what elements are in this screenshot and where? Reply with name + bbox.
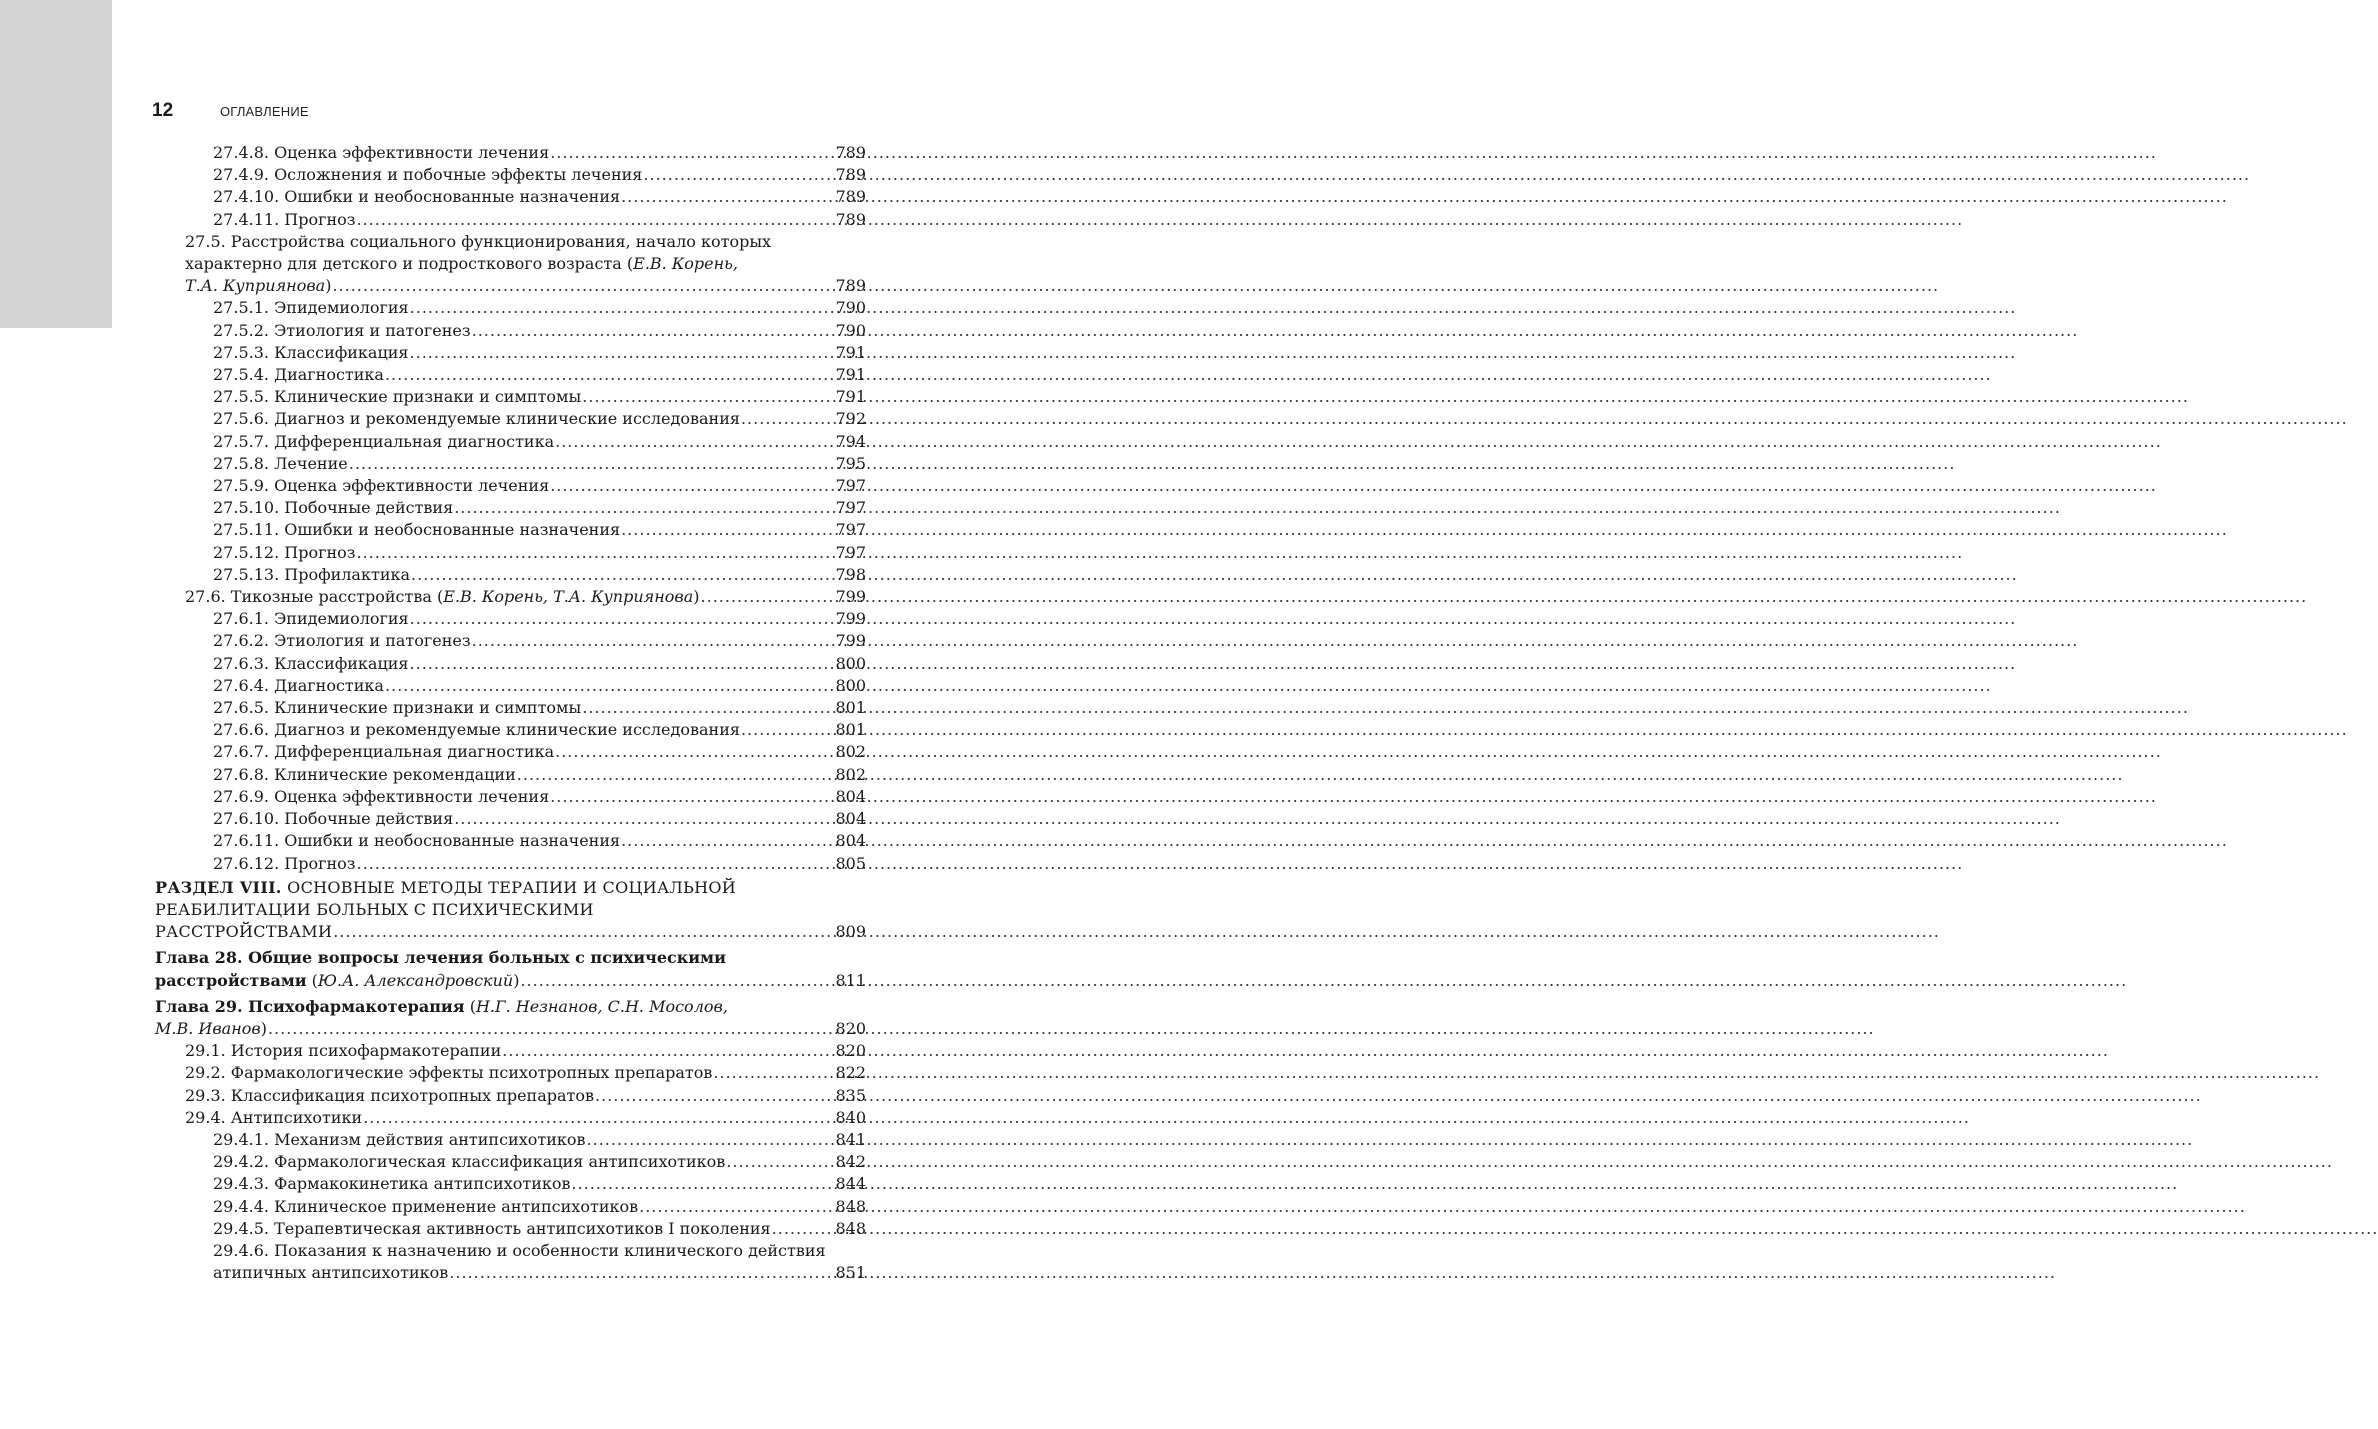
toc-entry[interactable]	[155, 675, 866, 697]
dot-leader	[409, 608, 834, 630]
toc-entry[interactable]	[155, 719, 866, 741]
toc-entry-line	[155, 877, 866, 899]
toc-entry-title	[213, 697, 581, 719]
toc-entry-title	[213, 209, 355, 231]
toc-page-number: 795	[835, 453, 866, 473]
toc-entry[interactable]	[155, 342, 866, 364]
toc-entry[interactable]	[155, 830, 866, 852]
dot-leader	[348, 453, 834, 475]
dot-leader	[409, 342, 834, 364]
toc-entry[interactable]	[155, 364, 866, 386]
toc-entry-title	[213, 364, 384, 386]
toc-entry-title	[213, 542, 355, 564]
toc-entry[interactable]	[155, 1107, 866, 1129]
toc-entry[interactable]	[155, 877, 866, 944]
dot-leader	[740, 719, 833, 741]
toc-page-number: 797	[835, 520, 866, 540]
toc-text-segment: Глава 28. Общие вопросы лечения больных с психическими	[155, 948, 726, 968]
toc-text-segment: 27.5.5. Клинические признаки и симптомы	[213, 387, 582, 407]
toc-entry-title	[155, 970, 519, 992]
toc-entry-title	[213, 853, 355, 875]
toc-entry[interactable]	[155, 653, 866, 675]
dot-leader	[410, 564, 833, 586]
dot-leader	[581, 697, 833, 719]
toc-entry-line	[155, 996, 866, 1018]
toc-text-segment: 29.2. Фармакологические эффекты психотропных препаратов	[185, 1063, 713, 1083]
toc-entry-title	[213, 719, 740, 741]
toc-text-segment: 27.6.11. Ошибки и необоснованные назначения	[213, 831, 621, 851]
toc-page-number: 804	[835, 786, 866, 806]
toc-entry-title	[213, 808, 453, 830]
toc-entry-title	[213, 164, 642, 186]
toc-entry[interactable]	[155, 542, 866, 564]
toc-page-number: 797	[835, 542, 866, 562]
toc-text-segment: 27.6.4. Диагностика	[213, 675, 384, 695]
dot-leader	[620, 519, 833, 541]
toc-entry-title	[213, 453, 348, 475]
toc-entry-title	[213, 1262, 448, 1284]
toc-page-number: 848	[835, 1196, 866, 1216]
toc-entry[interactable]	[155, 564, 866, 586]
toc-entry[interactable]	[155, 697, 866, 719]
dot-leader	[332, 921, 833, 943]
toc-page-number: 789	[835, 276, 866, 296]
toc-entry-title	[213, 675, 384, 697]
toc-entry[interactable]	[155, 1173, 866, 1195]
toc-page-number: 799	[835, 587, 866, 607]
dot-leader	[620, 830, 833, 852]
toc-text-segment: РАЗДЕЛ VIII.	[155, 877, 282, 897]
toc-entry-title	[213, 1196, 638, 1218]
toc-text-segment: 27.6.10. Побочные действия	[213, 809, 454, 829]
toc-page-number: 792	[835, 409, 866, 429]
dot-leader	[620, 186, 833, 208]
toc-text-segment: 27.6.8. Клинические рекомендации	[213, 764, 516, 784]
toc-text-segment: 29.4.2. Фармакологическая классификация антипсихотиков	[213, 1152, 726, 1172]
toc-page-number: 790	[835, 320, 866, 340]
dot-leader	[471, 320, 834, 342]
toc-text-segment: 27.6.7. Дифференциальная диагностика	[213, 742, 555, 762]
toc-entry-title	[213, 519, 620, 541]
dot-leader	[453, 808, 833, 830]
toc-text-segment: 27.6.12. Прогноз	[213, 853, 356, 873]
toc-entry-title	[213, 386, 581, 408]
dot-leader	[384, 364, 833, 386]
toc-entry-title	[185, 1040, 501, 1062]
toc-entry[interactable]	[155, 320, 866, 342]
toc-text-segment: РЕАБИЛИТАЦИИ БОЛЬНЫХ С ПСИХИЧЕСКИМИ	[155, 899, 594, 919]
toc-entry[interactable]	[155, 764, 866, 786]
toc-entry-title	[213, 830, 620, 852]
toc-entry-title	[185, 1107, 362, 1129]
toc-entry[interactable]	[155, 186, 866, 208]
toc-entry-line	[155, 899, 866, 921]
toc-text-segment: 27.5.2. Этиология и патогенез	[213, 320, 471, 340]
dot-leader	[554, 431, 833, 453]
toc-page-number: 800	[835, 653, 866, 673]
dot-leader	[409, 653, 834, 675]
toc-entry-line	[155, 947, 866, 969]
table-of-contents	[155, 142, 866, 1284]
toc-page-number: 844	[835, 1174, 866, 1194]
toc-text-segment: 27.6.5. Клинические признаки и симптомы	[213, 698, 582, 718]
toc-text-segment: 27.6.2. Этиология и патогенез	[213, 631, 471, 651]
toc-page-number: 842	[835, 1152, 866, 1172]
toc-entry-line	[185, 231, 866, 253]
toc-entry[interactable]	[155, 586, 866, 608]
toc-entry[interactable]	[155, 1040, 866, 1062]
toc-entry-title	[213, 653, 409, 675]
toc-entry[interactable]	[155, 630, 866, 652]
toc-entry-title	[213, 1151, 725, 1173]
toc-text-segment: ОСНОВНЫЕ МЕТОДЫ ТЕРАПИИ И СОЦИАЛЬНОЙ	[281, 877, 737, 897]
toc-text-segment: 27.6. Тикозные расстройства (	[185, 587, 444, 607]
dot-leader	[516, 764, 834, 786]
dot-leader	[594, 1085, 833, 1107]
toc-page-number: 822	[835, 1063, 866, 1083]
toc-page-number: 791	[835, 387, 866, 407]
dot-leader	[712, 1062, 833, 1084]
toc-page-number: 799	[835, 631, 866, 651]
toc-entry-line	[185, 253, 866, 275]
toc-text-segment: атипичных антипсихотиков	[213, 1263, 449, 1283]
toc-entry-title	[213, 564, 410, 586]
toc-text-segment: 27.4.10. Ошибки и необоснованные назначения	[213, 187, 621, 207]
dot-leader	[571, 1173, 834, 1195]
toc-text-segment: )	[693, 587, 700, 607]
toc-entry[interactable]	[155, 1151, 866, 1173]
dot-leader	[331, 275, 833, 297]
dot-leader	[471, 630, 834, 652]
toc-entry-title	[185, 275, 331, 297]
dot-leader	[554, 741, 833, 763]
dot-leader	[549, 786, 833, 808]
toc-page-number: 804	[835, 831, 866, 851]
page-number: 12	[152, 100, 174, 121]
toc-entry[interactable]	[155, 996, 866, 1040]
toc-entry[interactable]	[155, 1196, 866, 1218]
toc-page-number: 841	[835, 1129, 866, 1149]
toc-entry-title	[213, 1173, 571, 1195]
toc-page-number: 791	[835, 342, 866, 362]
dot-leader	[448, 1262, 833, 1284]
dot-leader	[700, 586, 834, 608]
toc-page-number: 805	[835, 853, 866, 873]
toc-page-number: 789	[835, 165, 866, 185]
toc-text-segment: 27.6.6. Диагноз и рекомендуемые клинические исследования	[213, 720, 740, 740]
toc-text-segment: 27.4.9. Осложнения и побочные эффекты лечения	[213, 165, 643, 185]
dot-leader	[740, 408, 833, 430]
toc-entry[interactable]	[155, 947, 866, 991]
toc-page-number: 802	[835, 742, 866, 762]
toc-entry-title	[185, 1062, 712, 1084]
toc-text-segment: Ю.А. Александровский	[317, 970, 514, 990]
toc-page-number: 820	[835, 1041, 866, 1061]
dot-leader	[501, 1040, 833, 1062]
toc-entry[interactable]	[155, 1062, 866, 1084]
dot-leader	[549, 475, 833, 497]
toc-entry[interactable]	[155, 519, 866, 541]
toc-page-number: 820	[835, 1018, 866, 1038]
page-header	[152, 100, 309, 132]
toc-entry-title	[213, 408, 740, 430]
toc-text-segment: 27.5.1. Эпидемиология	[213, 298, 409, 318]
toc-text-segment: 27.5. Расстройства социального функционирования, начало которых	[185, 231, 772, 251]
toc-page-number: 790	[835, 298, 866, 318]
toc-text-segment: 27.6.9. Оценка эффективности лечения	[213, 786, 550, 806]
toc-entry-title	[213, 186, 620, 208]
toc-page-number: 811	[835, 970, 866, 990]
toc-entry[interactable]	[155, 297, 866, 319]
toc-page-number: 851	[835, 1263, 866, 1283]
dot-leader	[771, 1218, 834, 1240]
toc-text-segment: 27.5.4. Диагностика	[213, 365, 384, 385]
toc-text-segment: 29.4.6. Показания к назначению и особенности клинического действия	[213, 1240, 826, 1260]
toc-page-number: 809	[835, 922, 866, 942]
running-title: ОГЛАВЛЕНИЕ	[220, 104, 309, 119]
dot-leader	[519, 970, 833, 992]
toc-page-number: 804	[835, 809, 866, 829]
toc-text-segment: 27.6.1. Эпидемиология	[213, 609, 409, 629]
dot-leader	[581, 386, 833, 408]
toc-entry-title	[213, 342, 409, 364]
toc-text-segment: 29.1. История психофармакотерапии	[185, 1041, 502, 1061]
toc-entry-title	[185, 1085, 594, 1107]
toc-text-segment: 27.4.11. Прогноз	[213, 209, 356, 229]
toc-entry-title	[213, 297, 409, 319]
toc-page-number: 799	[835, 609, 866, 629]
dot-leader	[642, 164, 833, 186]
toc-entry-title	[213, 786, 549, 808]
toc-page-number: 789	[835, 209, 866, 229]
toc-page-number: 801	[835, 720, 866, 740]
dot-leader	[384, 675, 833, 697]
dot-leader	[638, 1196, 833, 1218]
toc-entry[interactable]	[155, 1240, 866, 1284]
toc-entry-title	[213, 741, 554, 763]
toc-text-segment: 29.4.3. Фармакокинетика антипсихотиков	[213, 1174, 571, 1194]
dot-leader	[267, 1018, 834, 1040]
toc-text-segment: 29.4. Антипсихотики	[185, 1107, 363, 1127]
dot-leader	[586, 1129, 834, 1151]
toc-text-segment: 27.5.9. Оценка эффективности лечения	[213, 476, 550, 496]
toc-text-segment: )	[513, 970, 520, 990]
page-edge-band	[0, 0, 112, 328]
toc-entry[interactable]	[155, 142, 866, 164]
dot-leader	[453, 497, 833, 519]
toc-page-number: 800	[835, 675, 866, 695]
toc-entry-title	[213, 764, 516, 786]
dot-leader	[355, 853, 833, 875]
toc-text-segment: 27.5.11. Ошибки и необоснованные назначения	[213, 520, 621, 540]
toc-text-segment: 27.5.6. Диагноз и рекомендуемые клинические исследования	[213, 409, 740, 429]
dot-leader	[409, 297, 834, 319]
toc-entry-title	[185, 586, 700, 608]
toc-entry-line	[213, 1240, 866, 1262]
toc-entry-title	[213, 630, 471, 652]
toc-text-segment: (	[306, 970, 318, 990]
toc-entry-title	[155, 1018, 267, 1040]
toc-entry[interactable]	[155, 386, 866, 408]
toc-text-segment: 29.4.1. Механизм действия антипсихотиков	[213, 1129, 586, 1149]
toc-text-segment: 27.4.8. Оценка эффективности лечения	[213, 143, 550, 162]
toc-entry-title	[213, 1129, 586, 1151]
toc-text-segment: 27.5.3. Классификация	[213, 342, 409, 362]
toc-page-number: 797	[835, 498, 866, 518]
toc-text-segment: 29.4.4. Клиническое применение антипсихотиков	[213, 1196, 639, 1216]
toc-text-segment: 27.5.7. Дифференциальная диагностика	[213, 431, 555, 451]
toc-page-number: 835	[835, 1085, 866, 1105]
dot-leader	[362, 1107, 833, 1129]
toc-page-number: 801	[835, 698, 866, 718]
toc-text-segment: Глава 29. Психофармакотерапия	[155, 996, 465, 1016]
toc-text-segment: 27.6.3. Классификация	[213, 653, 409, 673]
toc-entry[interactable]	[155, 808, 866, 830]
dot-leader	[549, 142, 833, 164]
toc-page-number: 848	[835, 1218, 866, 1238]
toc-text-segment: Н.Г. Незнанов, С.Н. Мосолов,	[475, 996, 728, 1016]
toc-entry-title	[213, 1218, 771, 1240]
dot-leader	[355, 209, 833, 231]
toc-entry[interactable]	[155, 475, 866, 497]
toc-entry-title	[213, 142, 549, 164]
toc-text-segment: 27.5.10. Побочные действия	[213, 498, 454, 518]
toc-page-number: 791	[835, 365, 866, 385]
toc-entry[interactable]	[155, 608, 866, 630]
toc-text-segment: М.В. Иванов	[155, 1018, 261, 1038]
dot-leader	[355, 542, 833, 564]
toc-text-segment: )	[325, 276, 332, 296]
toc-page-number: 840	[835, 1107, 866, 1127]
toc-entry[interactable]	[155, 164, 866, 186]
toc-entry-title	[213, 608, 409, 630]
toc-text-segment: Е.В. Корень, Т.А. Куприянова	[443, 587, 694, 607]
toc-text-segment: 27.5.8. Лечение	[213, 453, 348, 473]
toc-text-segment: расстройствами	[155, 970, 307, 990]
toc-entry-title	[213, 431, 554, 453]
toc-entry-title	[213, 475, 549, 497]
toc-page-number: 789	[835, 143, 866, 162]
toc-entry[interactable]	[155, 786, 866, 808]
toc-entry[interactable]	[155, 453, 866, 475]
toc-text-segment: РАССТРОЙСТВАМИ	[155, 922, 333, 942]
toc-entry[interactable]	[155, 1085, 866, 1107]
toc-text-segment: )	[260, 1018, 267, 1038]
dot-leader	[725, 1151, 833, 1173]
toc-page-number: 789	[835, 187, 866, 207]
toc-text-segment: 29.4.5. Терапевтическая активность антипсихотиков I поколения	[213, 1218, 771, 1238]
toc-entry[interactable]	[155, 1218, 866, 1240]
toc-text-segment: Е.В. Корень,	[633, 254, 738, 274]
toc-entry[interactable]	[155, 853, 866, 875]
toc-page-number: 802	[835, 764, 866, 784]
toc-page-number: 794	[835, 431, 866, 451]
toc-entry-title	[155, 921, 332, 943]
toc-text-segment: 29.3. Классификация психотропных препаратов	[185, 1085, 595, 1105]
toc-entry[interactable]	[155, 408, 866, 430]
toc-text-segment: 27.5.13. Профилактика	[213, 564, 411, 584]
toc-entry[interactable]	[155, 741, 866, 763]
toc-entry[interactable]	[155, 497, 866, 519]
toc-entry[interactable]	[155, 431, 866, 453]
toc-entry[interactable]	[155, 231, 866, 298]
toc-entry[interactable]	[155, 1129, 866, 1151]
toc-page-number: 798	[835, 564, 866, 584]
toc-entry-title	[213, 497, 453, 519]
toc-entry[interactable]	[155, 209, 866, 231]
toc-text-segment: 27.5.12. Прогноз	[213, 542, 356, 562]
toc-text-segment: (	[464, 996, 476, 1016]
toc-text-segment: Т.А. Куприянова	[185, 276, 326, 296]
toc-page-number: 797	[835, 476, 866, 496]
toc-entry-title	[213, 320, 471, 342]
toc-text-segment: характерно для детского и подросткового возраста (	[185, 254, 634, 274]
